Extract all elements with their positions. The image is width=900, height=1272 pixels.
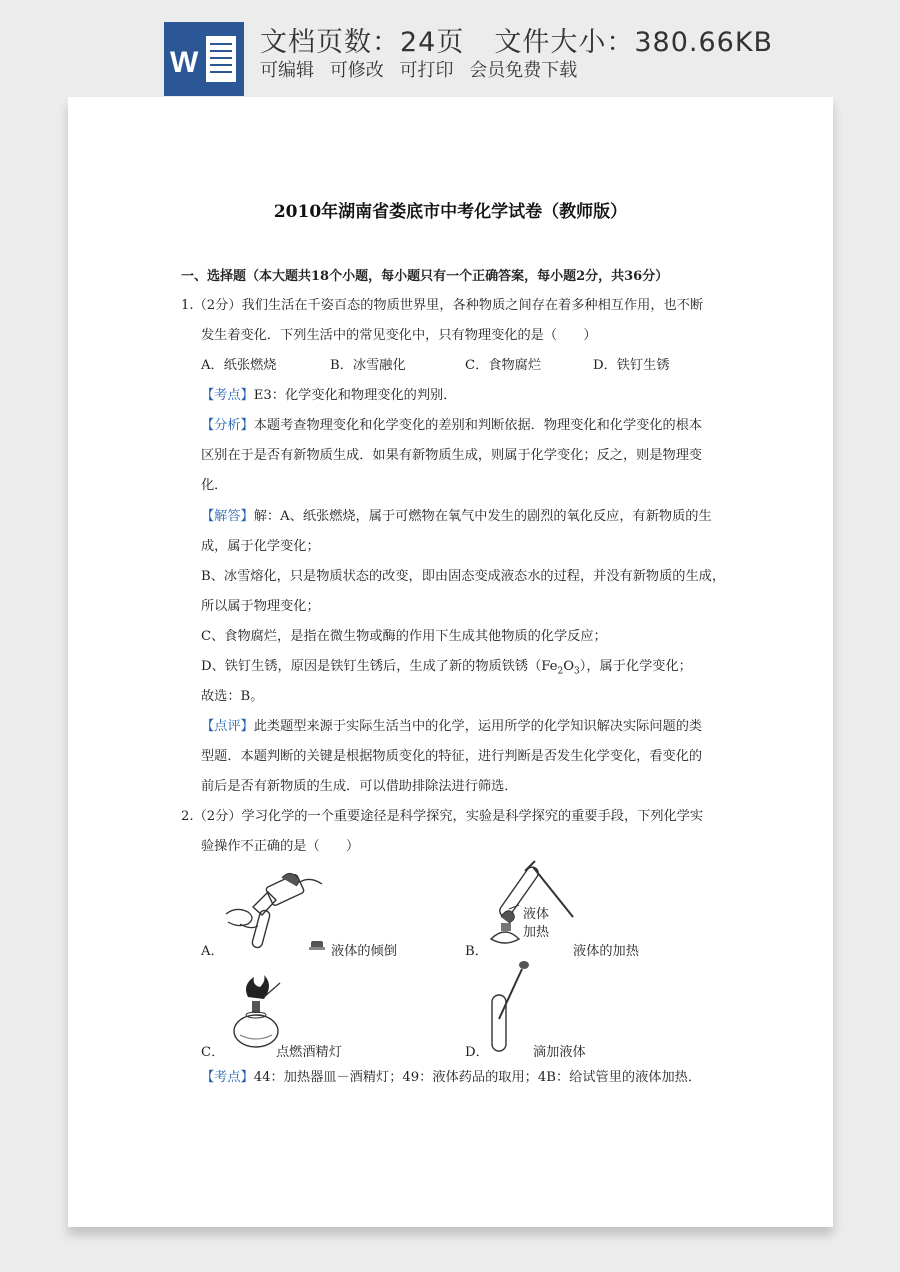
jieda6-post: ），属于化学变化； (579, 659, 692, 674)
q1-dianping-line2: 型题．本题判断的关键是根据物质变化的特征，进行判断是否发生化学变化，看变化的 (201, 749, 703, 764)
q1-fenxi-line1 (201, 414, 702, 433)
q1-jieda-line7: 故选：B。 (201, 689, 264, 704)
jieda6-pre: D、铁钉生锈，原因是铁钉生锈后，生成了新的物质铁锈（Fe (201, 659, 558, 674)
feature-modifiable: 可修改 (329, 60, 384, 81)
word-document-icon (164, 22, 244, 96)
q1-option-b: B．冰雪融化 (330, 358, 406, 373)
q2-option-c-letter: C． (201, 1045, 225, 1060)
bottle-cap-icon (308, 937, 326, 953)
q1-jieda-line5: C、食物腐烂，是指在微生物或酶的作用下生成其他物质的化学反应； (201, 629, 607, 644)
q1-dianping-line1 (201, 715, 702, 734)
q2-option-b-label: 液体的加热 (573, 944, 639, 959)
document-page (68, 97, 833, 1227)
q2-option-d-letter: D． (465, 1045, 489, 1060)
jieda6-sub2: 3 (574, 666, 580, 677)
jieda6-mid: O (563, 659, 575, 674)
q1-jieda-line3: B、冰雪熔化，只是物质状态的改变，即由固态变成液态水的过程，并没有新物质的生成， (201, 569, 725, 584)
q2-kaodian (201, 1066, 701, 1085)
q2-option-b-letter: B． (465, 944, 488, 959)
svg-text:W: W (170, 46, 199, 79)
dianping-text: 此类题型来源于实际生活当中的化学，运用所学的化学知识解决实际问题的类 (253, 719, 703, 734)
dianping-tag: 【点评】 (201, 719, 254, 734)
q1-jieda-line4: 所以属于物理变化； (201, 599, 320, 614)
q1-option-a: A．纸张燃烧 (201, 358, 277, 373)
jieda6-sub1: 2 (557, 666, 564, 677)
fenxi-text: 本题考查物理变化和化学变化的差别和判断依据．物理变化和化学变化的根本 (253, 418, 703, 433)
q1-option-c: C．食物腐烂 (465, 358, 542, 373)
download-banner (0, 0, 900, 100)
page-count: 文档页数：24页 (260, 27, 465, 58)
kaodian-tag: 【考点】 (201, 388, 254, 403)
file-info (260, 20, 773, 59)
q2-stem-line2: 验操作不正确的是（ ） (201, 839, 360, 854)
file-size: 文件大小：380.66KB (494, 27, 774, 58)
q1-jieda-line1 (201, 505, 712, 524)
q1-fenxi-line3: 化． (201, 478, 228, 493)
kaodian-text: E3：化学变化和物理变化的判别． (253, 388, 457, 403)
q2-stem-line1: 2.（2分）学习化学的一个重要途径是科学探究，实验是科学探究的重要手段，下列化学实 (181, 809, 704, 824)
feature-list (260, 56, 587, 82)
feature-editable: 可编辑 (260, 60, 314, 81)
q2-option-a-label: 液体的倾倒 (331, 944, 397, 959)
q2-kaodian-tag: 【考点】 (201, 1070, 254, 1085)
q1-kaodian (201, 384, 456, 403)
feature-printable: 可打印 (399, 60, 454, 81)
q1-stem-line1: 1.（2分）我们生活在千姿百态的物质世界里，各种物质之间存在着多种相互作用，也不断 (181, 298, 704, 313)
heating-annotation-liquid: 液体 (523, 907, 550, 922)
q2-option-a-letter: A． (201, 944, 224, 959)
q1-stem-line2: 发生着变化．下列生活中的常见变化中，只有物理变化的是（ ） (201, 328, 597, 343)
q2-option-d-label: 滴加液体 (533, 1045, 586, 1060)
q2-option-c-label: 点燃酒精灯 (276, 1045, 342, 1060)
q1-jieda-line6 (201, 655, 692, 677)
jieda-tag: 【解答】 (201, 509, 254, 524)
section-heading: 一、选择题（本大题共18个小题，每小题只有一个正确答案，每小题2分，共36分） (181, 269, 669, 284)
q1-fenxi-line2: 区别在于是否有新物质生成．如果有新物质生成，则属于化学变化；反之，则是物理变 (201, 448, 703, 463)
doc-title: 2010年湖南省娄底市中考化学试卷（教师版） (273, 202, 628, 222)
q1-dianping-line3: 前后是否有新物质的生成．可以借助排除法进行筛选． (201, 779, 518, 794)
q2-kaodian-text: 44：加热器皿－酒精灯；49：液体药品的取用；4B：给试管里的液体加热． (253, 1070, 702, 1085)
fenxi-tag: 【分析】 (201, 418, 254, 433)
heating-annotation-heat: 加热 (523, 925, 550, 940)
q1-jieda-line2: 成，属于化学变化； (201, 539, 320, 554)
jieda-text: 解：A、纸张燃烧，属于可燃物在氧气中发生的剧烈的氧化反应，有新物质的生 (253, 509, 712, 524)
feature-free-download: 会员免费下载 (469, 60, 578, 81)
q1-option-d: D．铁钉生锈 (593, 358, 670, 373)
